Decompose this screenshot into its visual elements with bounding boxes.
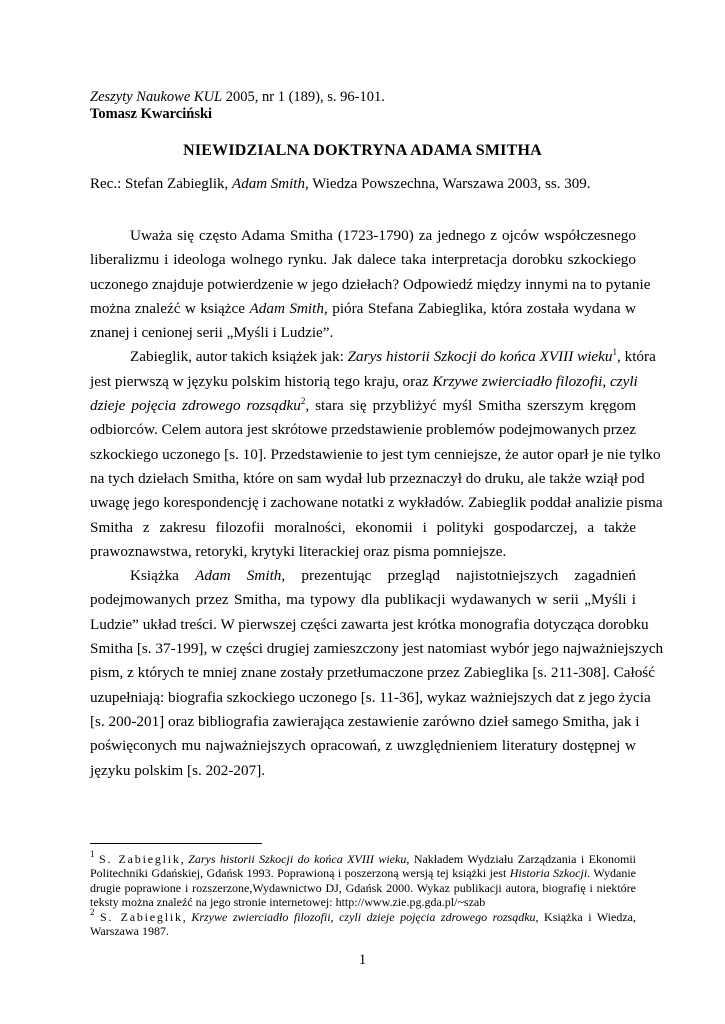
paragraph-1-line: liberalizmu i ideologa wolnego rynku. Jak dalece taka interpretacja dorobku szkockiego [90, 251, 636, 269]
book-title-italic: dzieje pojęcia zdrowego rozsądku [90, 397, 301, 415]
paragraph-1-line: uczonego znajduje potwierdzenie w jego dziełach? Odpowiedź między innymi na to pytanie [90, 275, 651, 293]
paragraph-2-line: odbiorców. Celem autora jest skrótowe przedstawienie problemów podejmowanych przez [90, 421, 637, 439]
page-title: NIEWIDZIALNA DOKTRYNA ADAMA SMITHA [183, 142, 542, 159]
paragraph-3-line: Smitha [s. 37-199], w części drugiej zamieszczony jest natomiast wybór jego najważniejszych [90, 640, 664, 658]
text-run: , [180, 852, 189, 866]
footnote-2-title: Krzywe zwierciadło filozofii, czyli dzieje pojęcia zdrowego rozsądku [191, 909, 536, 924]
footnote-ref-1[interactable]: 1 [612, 347, 618, 358]
book-title-italic: Krzywe zwierciadło filozofii, czyli [432, 372, 638, 390]
paragraph-2-line: na tych dziełach Smitha, które on sam wydał lub przeznaczył do druku, ale także wziął pod [90, 469, 645, 487]
footnote-1-line [90, 866, 636, 880]
text-run: , Książka i Wiedza, [535, 909, 636, 924]
review-author: Tomasz Kwarciński [90, 106, 213, 122]
review-suffix: , Wiedza Powszechna, Warszawa 2003, ss. 309. [304, 176, 591, 192]
footnote-2-number: 2 [90, 906, 95, 917]
text-run: , stara się przybliżyć myśl Smitha szerszym kręgom [305, 397, 637, 415]
text-run: Książka [130, 567, 196, 585]
footnote-ref-2[interactable]: 2 [300, 396, 306, 407]
text-run: Zabieglik, autor takich książek jak: [130, 348, 348, 366]
footnote-1-title: Zarys historii Szkocji do końca XVIII wieku [188, 852, 407, 866]
paragraph-3-line: Ludzie” układ treści. W pierwszej części zawarta jest krótka monografia dotycząca dorobku [90, 615, 649, 633]
book-title-italic: Adam Smith [249, 299, 324, 317]
paragraph-2-line: Smitha z zakresu filozofii moralności, ekonomii i polityki gospodarczej, a także [90, 518, 636, 536]
book-title-italic: Adam Smith [195, 567, 282, 585]
text-run: , która [617, 348, 656, 366]
review-prefix: Rec.: Stefan Zabieglik, [90, 176, 233, 192]
footnotes [90, 849, 637, 938]
footnote-1-line: drugie poprawione i rozszerzone,Wydawnictwo DJ, Gdańsk 2000. Wykaz publikacji autora, biografię i niektóre [90, 880, 636, 895]
footnote-1-author: S. Zabieglik [98, 852, 181, 866]
text-run: można znaleźć w książce [90, 299, 250, 317]
footnote-separator [90, 843, 262, 844]
journal-details: 2005, nr 1 (189), s. 96-101. [222, 89, 385, 105]
paragraph-3-line: podejmowanych przez Smitha, ma typowy dla publikacji wydawanych w serii „Myśli i [90, 591, 636, 609]
journal-citation [90, 88, 385, 106]
footnote-2-author: S. Zabieglik [100, 909, 183, 924]
book-title-italic: Historia Szkocji [509, 866, 588, 881]
paragraph-1-line: znanej i cenionej serii „Myśli i Ludzie”. [90, 324, 334, 342]
paragraph-3-line: uzupełniają: biografia szkockiego uczonego [s. 11-36], wykaz ważniejszych dat z jego życia [90, 688, 651, 706]
paragraph-2-line: uwagę jego korespondencję i zachowane notatki z wykładów. Zabieglik poddał analizie pisma [90, 494, 663, 512]
footnote-2-line: Warszawa 1987. [90, 923, 170, 938]
paragraph-1-line [90, 297, 636, 321]
text-run: , [182, 909, 192, 924]
text-run: , pióra Stefana Zabieglika, która została wydana w [323, 299, 636, 317]
paragraph-3-line [90, 564, 636, 588]
book-title-italic: Zarys historii Szkocji do końca XVIII wieku [347, 348, 613, 366]
paragraph-2-line [90, 370, 636, 394]
text-run: Politechniki Gdańskiej, Gdańsk 1993. Poprawioną i poszerzoną wersją tej książki jest [90, 866, 510, 881]
paragraph-2-line [90, 345, 656, 369]
text-run: . Wydanie [587, 866, 636, 881]
body-text [90, 224, 664, 783]
paragraph-2-line [90, 394, 636, 418]
paragraph-3-line: pism, z których te mniej znane zostały przetłumaczone przez Zabieglika [s. 211-308]. Całość [90, 664, 655, 682]
reviewed-book [90, 176, 590, 193]
footnote-2-line [90, 906, 636, 924]
text-run: jest pierwszą w języku polskim historią tego kraju, oraz [90, 372, 433, 390]
journal-title: Zeszyty Naukowe KUL [90, 89, 223, 105]
footnote-1-number: 1 [90, 849, 95, 859]
paragraph-2-line: prawoznawstwa, retoryki, krytyki literackiej oraz pisma pomniejsze. [90, 542, 507, 560]
paragraph-2-line: szkockiego uczonego [s. 10]. Przedstawienie to jest tym cenniejsze, że autor oparł je nie tylko [90, 445, 661, 463]
review-book-title: Adam Smith [232, 176, 305, 192]
paragraph-1-line: Uważa się często Adama Smitha (1723-1790) za jednego z ojców współczesnego [130, 227, 636, 244]
text-run: , Nakładem Wydziału Zarządzania i Ekonomii [406, 852, 637, 866]
page-number: 1 [358, 952, 367, 968]
footnote-1-line [90, 849, 637, 866]
footnote-1-line: teksty można znaleźć na jego stronie internetowej: http://www.zie.pg.gda.pl/~szab [90, 895, 486, 910]
paragraph-3-line: [s. 200-201] oraz bibliografia zawierająca zestawienie zarówno dzieł samego Smitha, jak i [90, 712, 640, 730]
text-run: , prezentując przegląd najistotniejszych zagadnień [281, 567, 636, 585]
paragraph-3-line: poświęconych mu najważniejszych opracowań, z uwzględnieniem literatury dostępnej w [90, 737, 636, 755]
paragraph-3-line: języku polskim [s. 202-207]. [90, 761, 266, 779]
